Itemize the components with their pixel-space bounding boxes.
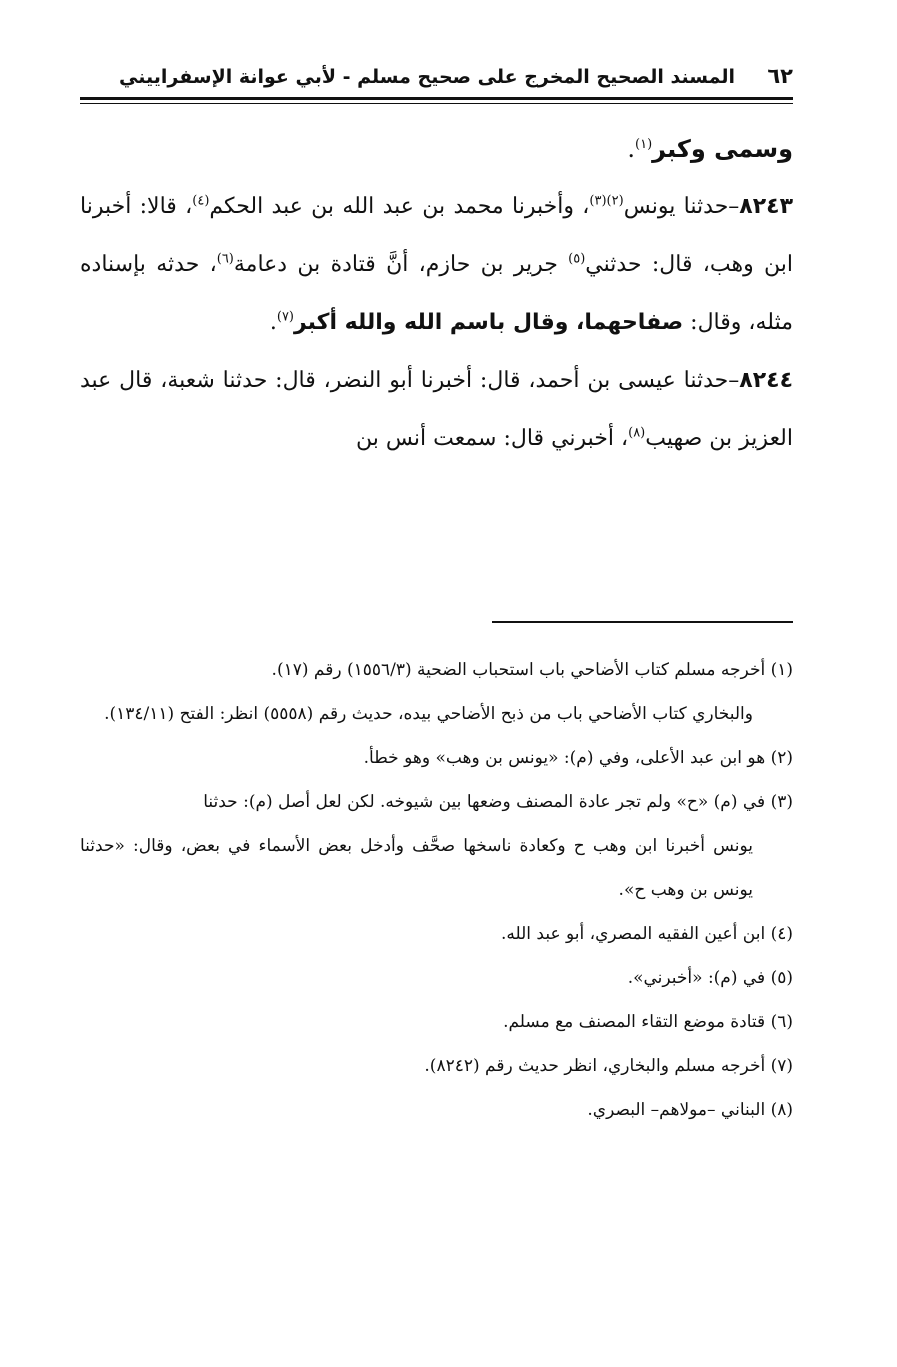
footnote-6	[80, 1000, 793, 1044]
footnote-number: (١)	[770, 660, 793, 680]
footnote-7	[80, 1044, 793, 1088]
footnote-ref: (٤)	[192, 193, 210, 209]
running-header	[80, 64, 793, 96]
header-rule-thin	[80, 103, 793, 104]
footnote-1	[80, 648, 793, 736]
footnote-2	[80, 736, 793, 780]
footnote-text: البناني –مولاهم– البصري.	[587, 1100, 766, 1120]
footnote-4	[80, 912, 793, 956]
footnote-continuation: والبخاري كتاب الأضاحي باب من ذبح الأضاحي بيده، حديث رقم (٥٥٥٨) انظر: الفتح (١٣٤/١١).	[104, 704, 753, 724]
footnote-text: قتادة موضع التقاء المصنف مع مسلم.	[503, 1012, 766, 1032]
footnote-text: هو ابن عبد الأعلى، وفي (م): «يونس بن وهب» وهو خطأ.	[363, 748, 766, 768]
hadith-text: –حدثنا يونس	[623, 194, 740, 219]
footnote-ref: (٥)	[568, 251, 586, 267]
hadith-text: ، قالا: أخبرنا ابن وهب، قال: حدثني	[80, 194, 794, 277]
hadith-bold-text: صفاحهما، وقال باسم الله والله أكبر	[294, 310, 684, 335]
footnote-text: أخرجه مسلم والبخاري، انظر حديث رقم (٨٢٤٢).	[424, 1056, 766, 1076]
footnote-number: (٣)	[770, 792, 793, 812]
footnote-8	[80, 1088, 793, 1132]
footnote-number: (٧)	[770, 1056, 793, 1076]
period: .	[269, 310, 277, 335]
footnote-number: (٢)	[770, 748, 793, 768]
footnote-5	[80, 956, 793, 1000]
footnote-text: في (م): «أخبرني».	[627, 968, 766, 988]
hadith-text: جرير بن حازم، أنَّ قتادة بن دعامة	[233, 252, 569, 277]
hadith-text: ، وأخبرنا محمد بن عبد الله بن عبد الحكم	[209, 194, 590, 219]
footnote-number: (٦)	[770, 1012, 793, 1032]
footnotes	[80, 648, 793, 1132]
hadith-number: ٨٢٤٣	[739, 194, 794, 219]
continuation-text: وسمى وكبر	[652, 135, 793, 163]
footnote-number: (٨)	[770, 1100, 793, 1120]
footnote-separator	[492, 621, 793, 623]
page-number: ٦٢	[767, 64, 793, 88]
hadith-number: ٨٢٤٤	[739, 368, 793, 393]
footnote-ref: (٨)	[628, 425, 646, 441]
period: .	[627, 135, 635, 163]
hadith-text: –حدثنا عيسى بن أحمد، قال: أخبرنا أبو النضر، قال: حدثنا شعبة، قال عبد العزيز بن صهيب	[80, 368, 793, 451]
paragraph-continuation	[80, 120, 793, 178]
hadith-text: ، حدثه بإسناده مثله، وقال:	[80, 252, 793, 335]
footnote-text: ابن أعين الفقيه المصري، أبو عبد الله.	[500, 924, 766, 944]
footnote-text: أخرجه مسلم كتاب الأضاحي باب استحباب الضحية (١٥٥٦/٣) رقم (١٧).	[271, 660, 766, 680]
hadith-text: ، أخبرني قال: سمعت أنس بن	[355, 426, 629, 451]
hadith-8243	[80, 178, 793, 352]
footnote-ref: (٧)	[276, 309, 294, 325]
footnote-text: في (م) «ح» ولم تجر عادة المصنف وضعها بين شيوخه. لكن لعل أصل (م): حدثنا	[203, 792, 766, 812]
hadith-8244	[80, 352, 793, 468]
footnote-ref: (١)	[635, 137, 653, 152]
footnote-continuation: يونس أخبرنا ابن وهب ح وكعادة ناسخها صحَّف وأدخل بعض الأسماء في بعض، وقال: «حدثنا يونس بن وهب ح».	[80, 836, 753, 900]
footnote-3	[80, 780, 793, 912]
footnote-number: (٥)	[770, 968, 793, 988]
book-title: المسند الصحيح المخرج على صحيح مسلم - لأبي عوانة الإسفراييني	[119, 66, 735, 88]
footnote-ref: (٢)	[606, 193, 624, 209]
footnote-number: (٤)	[770, 924, 793, 944]
header-rule	[80, 97, 793, 100]
footnote-ref: (٣)	[589, 193, 607, 209]
main-text	[80, 120, 793, 468]
footnote-ref: (٦)	[216, 251, 234, 267]
